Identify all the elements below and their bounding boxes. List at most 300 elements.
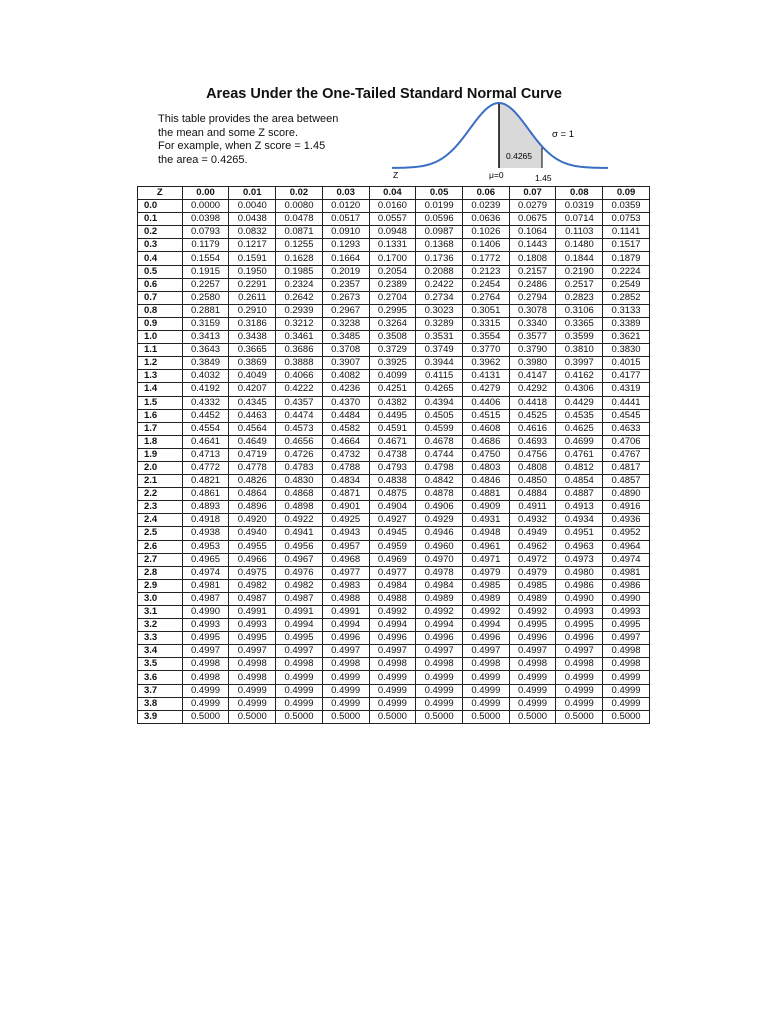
table-cell: 0.4896 [229, 501, 276, 514]
table-cell: 0.4838 [369, 475, 416, 488]
table-cell: 0.1293 [322, 239, 369, 252]
table-cell: 0.4306 [556, 383, 603, 396]
table-cell: 0.4992 [462, 606, 509, 619]
table-row [138, 566, 650, 579]
table-cell: 0.2734 [416, 291, 463, 304]
table-cell: 0.4995 [509, 619, 556, 632]
table-cell: 0.4934 [556, 514, 603, 527]
table-cell: 0.4999 [509, 671, 556, 684]
table-cell: 0.4990 [603, 592, 650, 605]
table-cell: 0.0987 [416, 226, 463, 239]
table-cell: 0.2486 [509, 278, 556, 291]
table-cell: 0.4887 [556, 488, 603, 501]
table-cell: 0.4998 [322, 658, 369, 671]
mu-label: μ=0 [489, 170, 504, 180]
z-row-label: 2.5 [138, 527, 183, 540]
table-cell: 0.4992 [416, 606, 463, 619]
table-cell: 0.4920 [229, 514, 276, 527]
table-cell: 0.4564 [229, 422, 276, 435]
table-cell: 0.3643 [182, 344, 229, 357]
table-cell: 0.2642 [276, 291, 323, 304]
z-row-label: 2.6 [138, 540, 183, 553]
table-header-row [138, 187, 650, 200]
table-cell: 0.4987 [276, 592, 323, 605]
table-cell: 0.4999 [462, 697, 509, 710]
table-cell: 0.4251 [369, 383, 416, 396]
table-row [138, 291, 650, 304]
table-row [138, 540, 650, 553]
table-cell: 0.4960 [416, 540, 463, 553]
table-cell: 0.1554 [182, 252, 229, 265]
table-cell: 0.4986 [603, 579, 650, 592]
table-cell: 0.5000 [182, 710, 229, 723]
table-cell: 0.4999 [416, 671, 463, 684]
table-cell: 0.4998 [182, 658, 229, 671]
table-cell: 0.5000 [462, 710, 509, 723]
table-cell: 0.4999 [229, 697, 276, 710]
table-cell: 0.4997 [509, 645, 556, 658]
table-cell: 0.4871 [322, 488, 369, 501]
table-cell: 0.3413 [182, 331, 229, 344]
table-cell: 0.4842 [416, 475, 463, 488]
table-cell: 0.4999 [182, 684, 229, 697]
table-cell: 0.4884 [509, 488, 556, 501]
table-row [138, 671, 650, 684]
table-cell: 0.4656 [276, 435, 323, 448]
table-cell: 0.3438 [229, 331, 276, 344]
table-cell: 0.2157 [509, 265, 556, 278]
table-cell: 0.4788 [322, 461, 369, 474]
table-cell: 0.0120 [322, 200, 369, 213]
z-row-label: 3.8 [138, 697, 183, 710]
table-cell: 0.3133 [603, 304, 650, 317]
table-cell: 0.4999 [276, 697, 323, 710]
table-cell: 0.4115 [416, 370, 463, 383]
table-cell: 0.3888 [276, 357, 323, 370]
table-row [138, 239, 650, 252]
z-row-label: 0.4 [138, 252, 183, 265]
table-cell: 0.4977 [369, 566, 416, 579]
table-cell: 0.4949 [509, 527, 556, 540]
intro-line: For example, when Z score = 1.45 [158, 140, 326, 153]
table-cell: 0.3389 [603, 317, 650, 330]
intro-line: the area = 0.4265. [158, 153, 248, 166]
table-body [138, 200, 650, 724]
table-cell: 0.4162 [556, 370, 603, 383]
table-cell: 0.3289 [416, 317, 463, 330]
table-cell: 0.4812 [556, 461, 603, 474]
table-cell: 0.4984 [369, 579, 416, 592]
table-row [138, 488, 650, 501]
table-cell: 0.3810 [556, 344, 603, 357]
table-cell: 0.4997 [369, 645, 416, 658]
table-cell: 0.4983 [322, 579, 369, 592]
table-cell: 0.4236 [322, 383, 369, 396]
z-row-label: 0.2 [138, 226, 183, 239]
table-cell: 0.4999 [416, 697, 463, 710]
table-cell: 0.0596 [416, 213, 463, 226]
table-cell: 0.0948 [369, 226, 416, 239]
normal-curve-figure [0, 0, 768, 190]
table-cell: 0.4878 [416, 488, 463, 501]
table-cell: 0.2823 [556, 291, 603, 304]
table-cell: 0.4995 [603, 619, 650, 632]
table-cell: 0.4525 [509, 409, 556, 422]
table-cell: 0.3869 [229, 357, 276, 370]
z-row-label: 2.9 [138, 579, 183, 592]
table-cell: 0.2357 [322, 278, 369, 291]
table-cell: 0.4999 [462, 684, 509, 697]
table-cell: 0.4961 [462, 540, 509, 553]
table-cell: 0.4982 [229, 579, 276, 592]
table-cell: 0.4452 [182, 409, 229, 422]
table-cell: 0.3980 [509, 357, 556, 370]
table-cell: 0.3577 [509, 331, 556, 344]
table-cell: 0.4989 [462, 592, 509, 605]
table-row [138, 213, 650, 226]
table-cell: 0.4898 [276, 501, 323, 514]
table-row [138, 422, 650, 435]
table-cell: 0.2389 [369, 278, 416, 291]
table-row [138, 710, 650, 723]
table-cell: 0.0478 [276, 213, 323, 226]
area-label: 0.4265 [506, 151, 532, 161]
table-cell: 0.4641 [182, 435, 229, 448]
table-cell: 0.2764 [462, 291, 509, 304]
table-row [138, 579, 650, 592]
table-cell: 0.4738 [369, 448, 416, 461]
table-cell: 0.3340 [509, 317, 556, 330]
table-cell: 0.4932 [509, 514, 556, 527]
table-cell: 0.4429 [556, 396, 603, 409]
table-cell: 0.1950 [229, 265, 276, 278]
table-cell: 0.3365 [556, 317, 603, 330]
table-cell: 0.4966 [229, 553, 276, 566]
table-cell: 0.0160 [369, 200, 416, 213]
table-cell: 0.3849 [182, 357, 229, 370]
table-cell: 0.4941 [276, 527, 323, 540]
table-cell: 0.4999 [182, 697, 229, 710]
table-cell: 0.4999 [603, 697, 650, 710]
table-cell: 0.4999 [276, 684, 323, 697]
table-cell: 0.1406 [462, 239, 509, 252]
table-cell: 0.4049 [229, 370, 276, 383]
table-cell: 0.4850 [509, 475, 556, 488]
table-cell: 0.0675 [509, 213, 556, 226]
table-row [138, 265, 650, 278]
table-cell: 0.4484 [322, 409, 369, 422]
table-cell: 0.4767 [603, 448, 650, 461]
table-cell: 0.4997 [229, 645, 276, 658]
table-cell: 0.4931 [462, 514, 509, 527]
table-cell: 0.4975 [229, 566, 276, 579]
z-row-label: 0.7 [138, 291, 183, 304]
table-cell: 0.4994 [416, 619, 463, 632]
table-row [138, 658, 650, 671]
table-cell: 0.4686 [462, 435, 509, 448]
table-cell: 0.4946 [416, 527, 463, 540]
z-row-label: 3.3 [138, 632, 183, 645]
table-cell: 0.5000 [603, 710, 650, 723]
sigma-label: σ = 1 [552, 129, 574, 140]
table-cell: 0.1772 [462, 252, 509, 265]
table-cell: 0.4998 [276, 658, 323, 671]
table-cell: 0.1179 [182, 239, 229, 252]
table-cell: 0.4370 [322, 396, 369, 409]
table-cell: 0.4998 [509, 658, 556, 671]
table-cell: 0.3962 [462, 357, 509, 370]
table-cell: 0.4904 [369, 501, 416, 514]
table-cell: 0.4999 [229, 684, 276, 697]
table-row [138, 435, 650, 448]
table-cell: 0.4808 [509, 461, 556, 474]
table-cell: 0.4940 [229, 527, 276, 540]
table-cell: 0.4999 [322, 697, 369, 710]
table-cell: 0.4821 [182, 475, 229, 488]
column-header: 0.07 [509, 187, 556, 200]
table-cell: 0.4999 [416, 684, 463, 697]
table-cell: 0.4357 [276, 396, 323, 409]
table-row [138, 592, 650, 605]
z-row-label: 1.8 [138, 435, 183, 448]
table-cell: 0.2019 [322, 265, 369, 278]
table-cell: 0.3508 [369, 331, 416, 344]
table-cell: 0.4793 [369, 461, 416, 474]
table-row [138, 344, 650, 357]
table-cell: 0.1026 [462, 226, 509, 239]
table-cell: 0.1736 [416, 252, 463, 265]
table-cell: 0.4999 [322, 684, 369, 697]
table-cell: 0.4864 [229, 488, 276, 501]
table-cell: 0.4441 [603, 396, 650, 409]
table-cell: 0.0753 [603, 213, 650, 226]
table-cell: 0.4394 [416, 396, 463, 409]
column-header: 0.04 [369, 187, 416, 200]
table-cell: 0.4991 [276, 606, 323, 619]
table-cell: 0.5000 [509, 710, 556, 723]
column-header: 0.06 [462, 187, 509, 200]
table-cell: 0.1217 [229, 239, 276, 252]
table-cell: 0.2939 [276, 304, 323, 317]
table-cell: 0.4474 [276, 409, 323, 422]
table-cell: 0.4974 [603, 553, 650, 566]
table-cell: 0.4994 [322, 619, 369, 632]
column-header: 0.05 [416, 187, 463, 200]
table-cell: 0.4868 [276, 488, 323, 501]
table-cell: 0.4989 [416, 592, 463, 605]
table-cell: 0.4545 [603, 409, 650, 422]
table-cell: 0.0040 [229, 200, 276, 213]
table-cell: 0.4693 [509, 435, 556, 448]
table-cell: 0.4981 [182, 579, 229, 592]
table-cell: 0.4972 [509, 553, 556, 566]
table-cell: 0.4953 [182, 540, 229, 553]
table-cell: 0.4925 [322, 514, 369, 527]
table-cell: 0.1591 [229, 252, 276, 265]
table-cell: 0.4418 [509, 396, 556, 409]
table-cell: 0.4554 [182, 422, 229, 435]
table-cell: 0.4732 [322, 448, 369, 461]
table-cell: 0.2422 [416, 278, 463, 291]
table-cell: 0.5000 [369, 710, 416, 723]
z-row-label: 3.5 [138, 658, 183, 671]
table-cell: 0.4649 [229, 435, 276, 448]
table-row [138, 200, 650, 213]
z-row-label: 1.5 [138, 396, 183, 409]
table-cell: 0.4984 [416, 579, 463, 592]
table-cell: 0.4994 [369, 619, 416, 632]
table-cell: 0.4664 [322, 435, 369, 448]
table-cell: 0.4936 [603, 514, 650, 527]
table-cell: 0.4719 [229, 448, 276, 461]
table-cell: 0.0636 [462, 213, 509, 226]
table-cell: 0.4955 [229, 540, 276, 553]
table-cell: 0.4817 [603, 461, 650, 474]
table-cell: 0.4999 [556, 671, 603, 684]
table-cell: 0.0438 [229, 213, 276, 226]
table-cell: 0.3212 [276, 317, 323, 330]
table-cell: 0.1517 [603, 239, 650, 252]
table-cell: 0.4997 [462, 645, 509, 658]
z-row-label: 1.9 [138, 448, 183, 461]
table-cell: 0.0080 [276, 200, 323, 213]
table-cell: 0.4978 [416, 566, 463, 579]
table-cell: 0.4973 [556, 553, 603, 566]
table-cell: 0.4857 [603, 475, 650, 488]
table-cell: 0.4991 [322, 606, 369, 619]
table-cell: 0.4998 [556, 658, 603, 671]
column-header: 0.01 [229, 187, 276, 200]
table-cell: 0.0000 [182, 200, 229, 213]
table-cell: 0.2580 [182, 291, 229, 304]
table-cell: 0.4996 [322, 632, 369, 645]
table-cell: 0.3599 [556, 331, 603, 344]
table-cell: 0.4726 [276, 448, 323, 461]
table-cell: 0.1985 [276, 265, 323, 278]
table-cell: 0.4999 [509, 684, 556, 697]
table-row [138, 619, 650, 632]
table-cell: 0.4999 [369, 697, 416, 710]
table-cell: 0.4979 [509, 566, 556, 579]
table-cell: 0.4957 [322, 540, 369, 553]
table-cell: 0.4699 [556, 435, 603, 448]
table-cell: 0.3944 [416, 357, 463, 370]
table-cell: 0.4998 [229, 671, 276, 684]
table-cell: 0.4463 [229, 409, 276, 422]
table-cell: 0.4671 [369, 435, 416, 448]
z-row-label: 3.1 [138, 606, 183, 619]
table-cell: 0.4997 [416, 645, 463, 658]
table-cell: 0.4993 [182, 619, 229, 632]
table-cell: 0.5000 [556, 710, 603, 723]
table-cell: 0.2224 [603, 265, 650, 278]
table-cell: 0.4890 [603, 488, 650, 501]
table-cell: 0.4750 [462, 448, 509, 461]
table-row [138, 697, 650, 710]
table-cell: 0.4981 [603, 566, 650, 579]
table-cell: 0.4279 [462, 383, 509, 396]
table-cell: 0.4979 [462, 566, 509, 579]
table-cell: 0.4929 [416, 514, 463, 527]
table-cell: 0.4826 [229, 475, 276, 488]
table-cell: 0.4967 [276, 553, 323, 566]
table-cell: 0.4678 [416, 435, 463, 448]
table-cell: 0.0832 [229, 226, 276, 239]
table-cell: 0.3106 [556, 304, 603, 317]
table-cell: 0.2123 [462, 265, 509, 278]
table-cell: 0.4406 [462, 396, 509, 409]
table-cell: 0.4265 [416, 383, 463, 396]
table-cell: 0.4999 [556, 684, 603, 697]
table-cell: 0.0714 [556, 213, 603, 226]
table-cell: 0.4998 [416, 658, 463, 671]
table-cell: 0.4945 [369, 527, 416, 540]
table-cell: 0.4382 [369, 396, 416, 409]
table-cell: 0.4956 [276, 540, 323, 553]
table-cell: 0.3315 [462, 317, 509, 330]
table-cell: 0.2454 [462, 278, 509, 291]
table-cell: 0.4985 [462, 579, 509, 592]
table-cell: 0.4992 [509, 606, 556, 619]
table-cell: 0.4999 [603, 671, 650, 684]
table-cell: 0.4971 [462, 553, 509, 566]
column-header: 0.02 [276, 187, 323, 200]
z-row-label: 1.1 [138, 344, 183, 357]
table-row [138, 461, 650, 474]
table-cell: 0.4999 [276, 671, 323, 684]
table-row [138, 278, 650, 291]
table-cell: 0.0793 [182, 226, 229, 239]
intro-line: the mean and some Z score. [158, 126, 299, 139]
table-row [138, 527, 650, 540]
table-cell: 0.4332 [182, 396, 229, 409]
table-cell: 0.2967 [322, 304, 369, 317]
table-row [138, 632, 650, 645]
table-cell: 0.4997 [603, 632, 650, 645]
table-cell: 0.4996 [462, 632, 509, 645]
z-row-label: 2.8 [138, 566, 183, 579]
table-cell: 0.4505 [416, 409, 463, 422]
z-row-label: 3.6 [138, 671, 183, 684]
table-cell: 0.2088 [416, 265, 463, 278]
table-cell: 0.0557 [369, 213, 416, 226]
table-cell: 0.4582 [322, 422, 369, 435]
table-cell: 0.3051 [462, 304, 509, 317]
table-cell: 0.2611 [229, 291, 276, 304]
table-cell: 0.4976 [276, 566, 323, 579]
table-row [138, 252, 650, 265]
table-cell: 0.4997 [556, 645, 603, 658]
table-cell: 0.4998 [603, 645, 650, 658]
table-cell: 0.1255 [276, 239, 323, 252]
table-cell: 0.4222 [276, 383, 323, 396]
table-cell: 0.4515 [462, 409, 509, 422]
table-cell: 0.3907 [322, 357, 369, 370]
table-cell: 0.1628 [276, 252, 323, 265]
table-cell: 0.4995 [229, 632, 276, 645]
table-cell: 0.4893 [182, 501, 229, 514]
table-cell: 0.3925 [369, 357, 416, 370]
table-cell: 0.2549 [603, 278, 650, 291]
table-cell: 0.4997 [322, 645, 369, 658]
table-cell: 0.4964 [603, 540, 650, 553]
table-cell: 0.4913 [556, 501, 603, 514]
table-cell: 0.4999 [322, 671, 369, 684]
table-cell: 0.4999 [369, 671, 416, 684]
table-cell: 0.0279 [509, 200, 556, 213]
table-cell: 0.4987 [229, 592, 276, 605]
table-cell: 0.4980 [556, 566, 603, 579]
